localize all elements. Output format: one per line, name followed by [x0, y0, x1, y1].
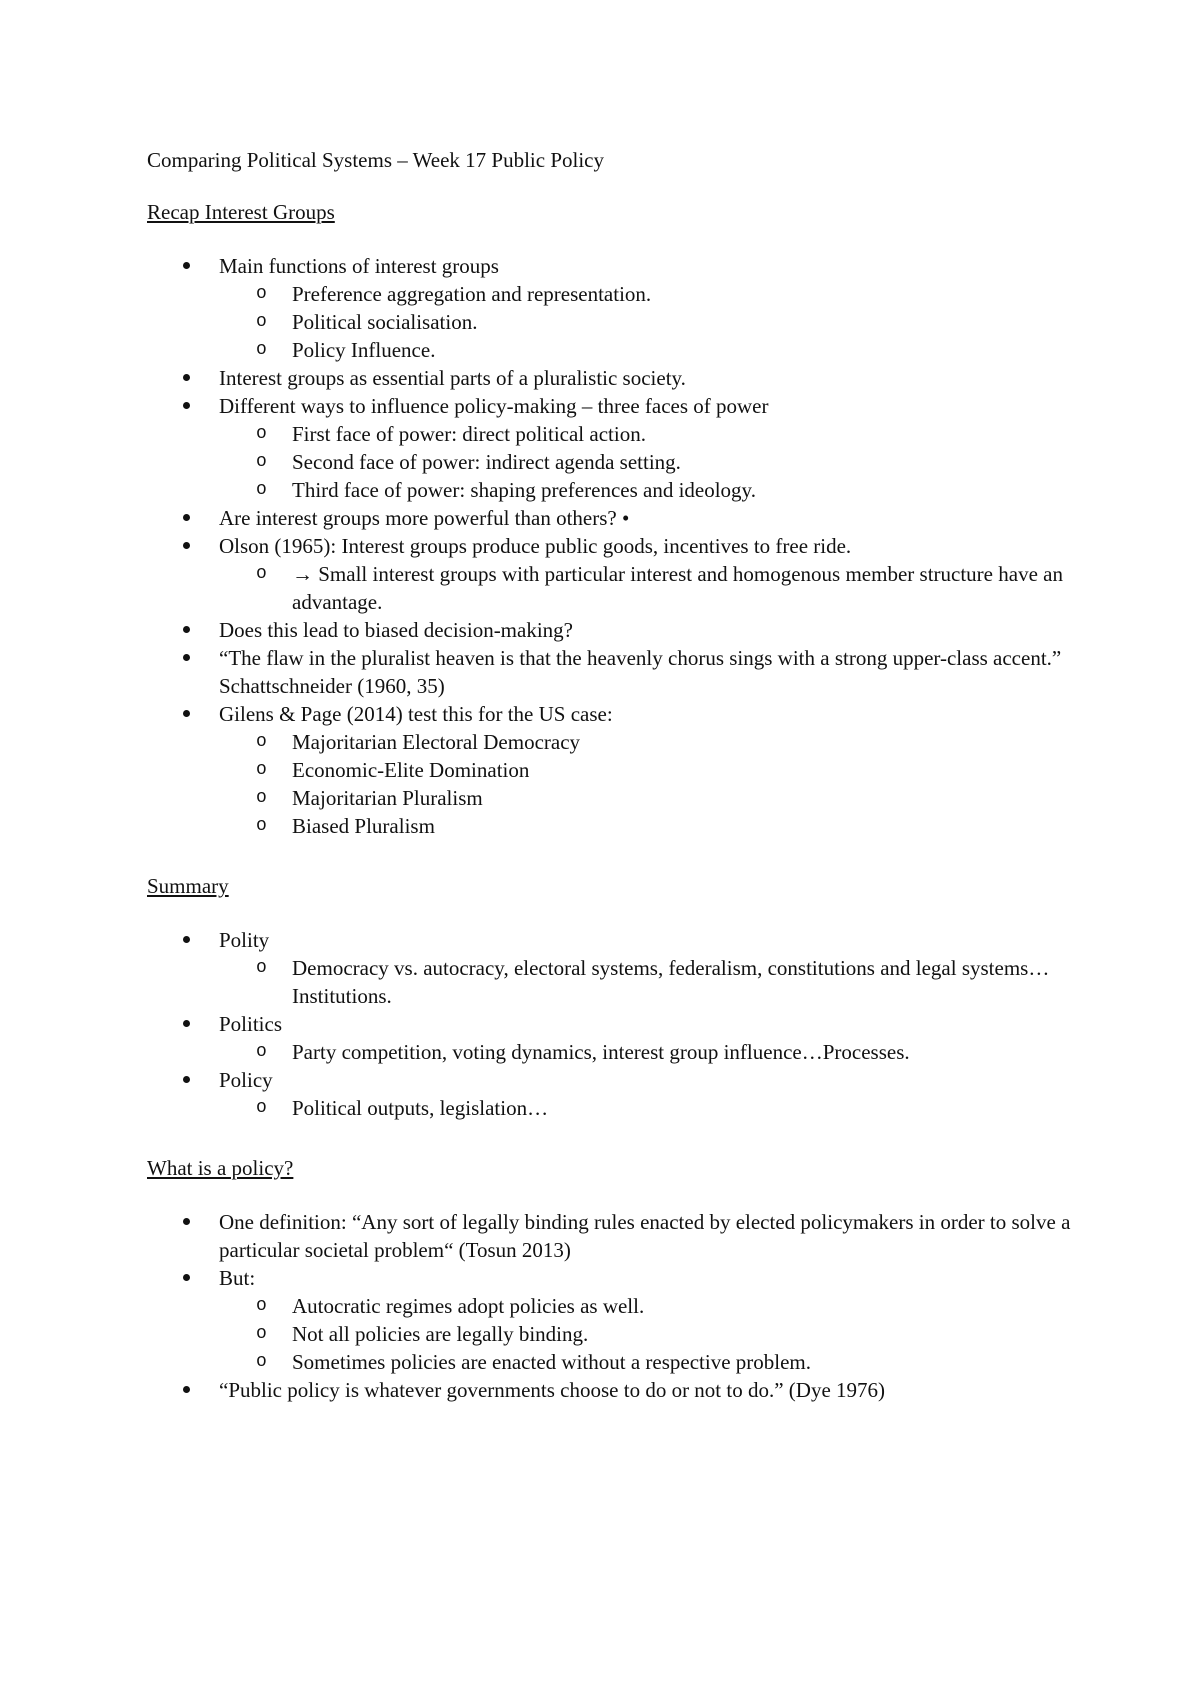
circle-bullet-icon: o — [256, 564, 267, 584]
list-item — [219, 1264, 1087, 1376]
section-heading: Recap Interest Groups — [147, 200, 335, 224]
sub-list-item-text: Second face of power: indirect agenda setting. — [292, 450, 681, 474]
circle-bullet-icon: o — [256, 1324, 267, 1344]
sections-container — [147, 198, 1087, 1404]
bullet-icon — [183, 374, 190, 381]
bullet-icon — [183, 936, 190, 943]
sub-list-item — [256, 560, 1087, 616]
list-item — [219, 1376, 1087, 1404]
list-item — [219, 644, 1087, 700]
sub-list-item-text: Majoritarian Electoral Democracy — [292, 730, 581, 754]
list-item-text: But: — [219, 1266, 256, 1290]
sub-list-item — [256, 954, 1087, 1010]
bullet-list — [147, 926, 1087, 1122]
sub-list-item — [256, 308, 1087, 336]
bullet-icon — [183, 710, 190, 717]
circle-bullet-icon: o — [256, 1042, 267, 1062]
list-item — [219, 1066, 1087, 1122]
bullet-icon — [183, 1020, 190, 1027]
circle-bullet-icon: o — [256, 284, 267, 304]
sub-list-item-text: Policy Influence. — [292, 338, 436, 362]
sub-list-item — [256, 1038, 1087, 1066]
sub-list-item-text: Biased Pluralism — [292, 814, 435, 838]
sub-list-item — [256, 1348, 1087, 1376]
sub-list — [219, 420, 1087, 504]
list-item-text: Polity — [219, 928, 270, 952]
sub-list-item-text: Preference aggregation and representation. — [292, 282, 652, 306]
sub-list — [219, 954, 1087, 1010]
sub-list-item-text: → Small interest groups with particular interest and homogenous member structure have an advantage. — [292, 562, 1063, 614]
list-item-text: One definition: “Any sort of legally binding rules enacted by elected policymakers in order to solve a particular societal problem“ (Tosun 2013) — [219, 1210, 1071, 1262]
list-item — [219, 504, 1087, 532]
sub-list-item — [256, 756, 1087, 784]
circle-bullet-icon: o — [256, 340, 267, 360]
list-item-text: Different ways to influence policy-making – three faces of power — [219, 394, 769, 418]
bullet-icon — [183, 1218, 190, 1225]
list-item — [219, 532, 1087, 616]
sub-list-item-text: Sometimes policies are enacted without a respective problem. — [292, 1350, 811, 1374]
list-item — [219, 252, 1087, 364]
sub-list-item — [256, 784, 1087, 812]
circle-bullet-icon: o — [256, 480, 267, 500]
circle-bullet-icon: o — [256, 452, 267, 472]
sub-list — [219, 1292, 1087, 1376]
bullet-icon — [183, 542, 190, 549]
list-item — [219, 1208, 1087, 1264]
list-item-text: Gilens & Page (2014) test this for the US case: — [219, 702, 613, 726]
list-item-text: Olson (1965): Interest groups produce public goods, incentives to free ride. — [219, 534, 852, 558]
list-item — [219, 392, 1087, 504]
circle-bullet-icon: o — [256, 312, 267, 332]
sub-list-item — [256, 448, 1087, 476]
document-body — [147, 146, 1087, 1436]
list-item-text: Main functions of interest groups — [219, 254, 499, 278]
list-item-text: Does this lead to biased decision-making? — [219, 618, 573, 642]
sub-list-item — [256, 420, 1087, 448]
circle-bullet-icon: o — [256, 816, 267, 836]
sub-list-item-text: Not all policies are legally binding. — [292, 1322, 589, 1346]
circle-bullet-icon: o — [256, 788, 267, 808]
bullet-list — [147, 1208, 1087, 1404]
list-item-text: Policy — [219, 1068, 273, 1092]
sub-list-item — [256, 336, 1087, 364]
sub-list-item-text: First face of power: direct political action. — [292, 422, 646, 446]
bullet-icon — [183, 1076, 190, 1083]
sub-list — [219, 1094, 1087, 1122]
circle-bullet-icon: o — [256, 732, 267, 752]
bullet-icon — [183, 514, 190, 521]
sub-list — [219, 280, 1087, 364]
circle-bullet-icon: o — [256, 958, 267, 978]
sub-list-item — [256, 476, 1087, 504]
sub-list — [219, 1038, 1087, 1066]
sub-list — [219, 560, 1087, 616]
sub-list-item — [256, 1320, 1087, 1348]
circle-bullet-icon: o — [256, 424, 267, 444]
list-item-text: “The flaw in the pluralist heaven is that the heavenly chorus sings with a strong upper-class accent.” Schattschneider (1960, 35) — [219, 646, 1062, 698]
circle-bullet-icon: o — [256, 760, 267, 780]
sub-list-item — [256, 1292, 1087, 1320]
sub-list-item-text: Third face of power: shaping preferences and ideology. — [292, 478, 756, 502]
list-item-text: “Public policy is whatever governments choose to do or not to do.” (Dye 1976) — [219, 1378, 886, 1402]
sub-list-item — [256, 812, 1087, 840]
circle-bullet-icon: o — [256, 1296, 267, 1316]
list-item — [219, 700, 1087, 840]
sub-list-item-text: Economic-Elite Domination — [292, 758, 530, 782]
bullet-icon — [183, 626, 190, 633]
list-item-text: Interest groups as essential parts of a pluralistic society. — [219, 366, 686, 390]
list-item — [219, 616, 1087, 644]
sub-list-item-text: Political outputs, legislation… — [292, 1096, 549, 1120]
bullet-icon — [183, 1274, 190, 1281]
circle-bullet-icon: o — [256, 1352, 267, 1372]
sub-list — [219, 728, 1087, 840]
sub-list-item-text: Political socialisation. — [292, 310, 478, 334]
sub-list-item-text: Party competition, voting dynamics, interest group influence…Processes. — [292, 1040, 910, 1064]
circle-bullet-icon: o — [256, 1098, 267, 1118]
sub-list-item-text: Democracy vs. autocracy, electoral systems, federalism, constitutions and legal systems…Institutions. — [292, 956, 1050, 1008]
sub-list-item — [256, 280, 1087, 308]
bullet-icon — [183, 262, 190, 269]
sub-list-item — [256, 728, 1087, 756]
list-item — [219, 1010, 1087, 1066]
section-heading: Summary — [147, 874, 229, 898]
bullet-icon — [183, 654, 190, 661]
list-item-text: Politics — [219, 1012, 283, 1036]
list-item — [219, 926, 1087, 1010]
document-title: Comparing Political Systems – Week 17 Public Policy — [147, 148, 604, 172]
section-heading: What is a policy? — [147, 1156, 294, 1180]
sub-list-item-text: Majoritarian Pluralism — [292, 786, 483, 810]
sub-list-item — [256, 1094, 1087, 1122]
list-item-text: Are interest groups more powerful than others? • — [219, 506, 630, 530]
bullet-icon — [183, 402, 190, 409]
bullet-list — [147, 252, 1087, 840]
bullet-icon — [183, 1386, 190, 1393]
sub-list-item-text: Autocratic regimes adopt policies as well. — [292, 1294, 645, 1318]
list-item — [219, 364, 1087, 392]
